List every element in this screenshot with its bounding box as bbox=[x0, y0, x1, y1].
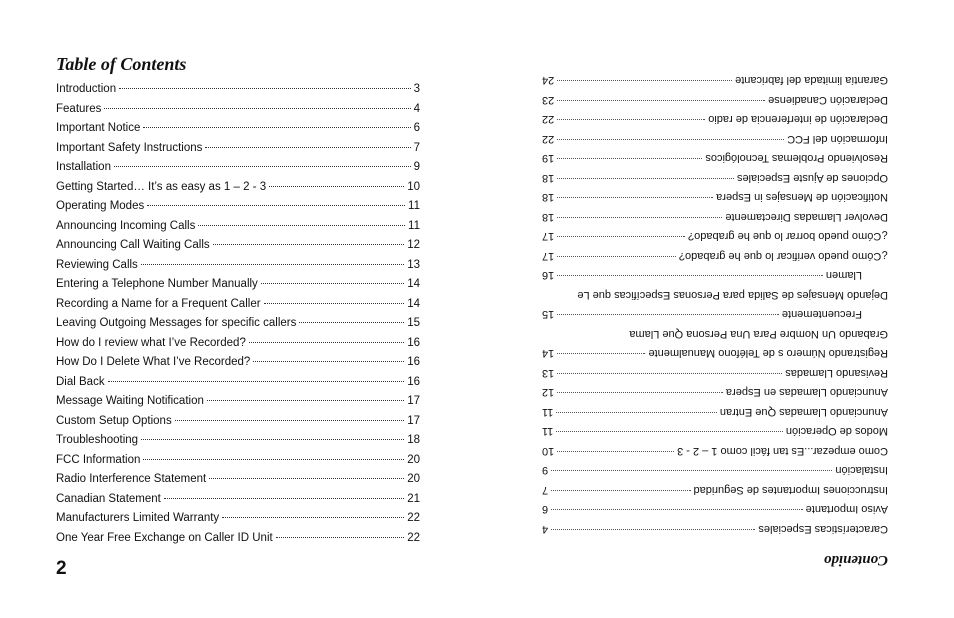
dot-leader bbox=[299, 322, 404, 323]
dot-leader bbox=[557, 256, 676, 257]
toc-entry bbox=[542, 421, 888, 441]
toc-entry-label: Announcing Incoming Calls bbox=[56, 219, 196, 232]
dot-leader bbox=[557, 393, 723, 394]
toc-entry-page: 20 bbox=[407, 473, 420, 485]
toc-entry-page: 10 bbox=[542, 445, 555, 457]
toc-entry bbox=[542, 90, 888, 110]
dot-leader bbox=[114, 166, 411, 167]
toc-entry-label: Notificación de Mensajes in Espera bbox=[716, 191, 888, 204]
toc-entry bbox=[542, 363, 888, 383]
toc-entry-page: 20 bbox=[407, 453, 420, 466]
dot-leader bbox=[143, 127, 410, 128]
dot-leader bbox=[269, 186, 404, 187]
dot-leader bbox=[551, 529, 755, 530]
toc-entry-label: Recording a Name for a Frequent Caller bbox=[56, 297, 261, 310]
toc-entry bbox=[542, 499, 888, 519]
toc-entry-page: 16 bbox=[407, 356, 420, 368]
toc-entry-label: Características Especiales bbox=[758, 523, 888, 535]
upside-down-content bbox=[477, 0, 954, 618]
toc-entry-page: 19 bbox=[542, 152, 555, 165]
dot-leader bbox=[264, 303, 405, 304]
toc-entry-label: Instalación bbox=[835, 464, 888, 477]
toc-entry-label: Announcing Call Waiting Calls bbox=[56, 239, 210, 251]
toc-entry-page: 10 bbox=[407, 180, 420, 193]
toc-entry bbox=[542, 324, 888, 344]
toc-entry-label: Garantía limitada del fabricante bbox=[735, 74, 888, 87]
toc-entry bbox=[56, 470, 420, 490]
toc-entry-page: 14 bbox=[407, 297, 420, 310]
dot-leader bbox=[551, 490, 690, 491]
toc-entry bbox=[56, 392, 420, 412]
toc-entry-label: Declaración de interferencia de radio bbox=[708, 113, 888, 126]
dot-leader bbox=[556, 432, 782, 433]
toc-entry-page: 22 bbox=[407, 512, 420, 524]
dot-leader bbox=[141, 439, 404, 440]
toc-entry-label: Features bbox=[56, 102, 102, 115]
toc-entry-label: Devolver Llamadas Directamente bbox=[725, 211, 888, 223]
toc-entry-label: Dial Back bbox=[56, 375, 105, 388]
toc-entry bbox=[56, 295, 420, 315]
toc-entry bbox=[542, 207, 888, 227]
dot-leader bbox=[164, 498, 404, 499]
toc-entry bbox=[542, 226, 888, 246]
toc-entry bbox=[56, 275, 420, 295]
toc-entry-page: 14 bbox=[542, 347, 555, 360]
dot-leader bbox=[108, 381, 405, 382]
toc-entry-page: 22 bbox=[542, 113, 555, 126]
dot-leader bbox=[198, 225, 405, 226]
toc-entry-label: Installation bbox=[56, 161, 111, 173]
toc-entry-page: 6 bbox=[413, 122, 420, 134]
toc-entry-page: 13 bbox=[542, 367, 555, 379]
toc-entry-label: Canadian Statement bbox=[56, 492, 161, 505]
dot-leader bbox=[104, 108, 410, 109]
toc-entry-label: Opciones de Ajuste Especiales bbox=[736, 172, 888, 184]
toc-entry bbox=[56, 431, 420, 451]
toc-entry-page: 15 bbox=[542, 308, 555, 321]
toc-entry-page: 14 bbox=[407, 278, 420, 290]
dot-leader bbox=[119, 88, 410, 89]
dot-leader bbox=[175, 420, 405, 421]
toc-entry-page: 17 bbox=[542, 250, 555, 262]
toc-entry bbox=[542, 109, 888, 129]
toc-entry-label: Modos de Operación bbox=[785, 425, 888, 438]
toc-entry-label: Troubleshooting bbox=[56, 434, 139, 446]
dot-leader bbox=[557, 198, 713, 199]
toc-entry-page: 11 bbox=[408, 200, 420, 212]
toc-entry-page: 12 bbox=[542, 386, 555, 399]
toc-entry-label: Grabando Un Nombre Para Una Persona Que Llama bbox=[629, 328, 888, 340]
toc-entry-label: ¿Cómo puedo verificar lo que he grabado? bbox=[678, 250, 888, 262]
toc-entry bbox=[56, 178, 420, 198]
toc-entry-page: 17 bbox=[407, 395, 420, 407]
toc-entry-page: 17 bbox=[407, 414, 420, 427]
toc-entry-label: Resolviendo Problemas Tecnológicos bbox=[705, 152, 888, 165]
toc-entry bbox=[542, 343, 888, 363]
toc-entry-page: 22 bbox=[407, 531, 420, 544]
toc-entry bbox=[56, 119, 420, 139]
toc-entry-label: How Do I Delete What I’ve Recorded? bbox=[56, 356, 251, 368]
spanish-toc-page bbox=[477, 0, 954, 618]
toc-entry bbox=[56, 314, 420, 334]
toc-entry bbox=[542, 480, 888, 500]
dot-leader bbox=[557, 276, 823, 277]
dot-leader bbox=[557, 237, 685, 238]
toc-entry-page: 22 bbox=[542, 133, 555, 145]
toc-entry-page: 9 bbox=[542, 464, 549, 477]
toc-entry-page: 16 bbox=[407, 336, 420, 349]
toc-entry-label: Frecuentemente bbox=[781, 308, 862, 321]
dot-leader bbox=[222, 517, 404, 518]
toc-entry bbox=[542, 187, 888, 207]
toc-entry-label: Introduction bbox=[56, 83, 117, 95]
dot-leader bbox=[249, 342, 404, 343]
toc-entry bbox=[542, 168, 888, 188]
toc-entry bbox=[56, 217, 420, 237]
toc-entry-label: Llamen bbox=[825, 269, 862, 282]
dot-leader bbox=[557, 81, 732, 82]
toc-entry-page: 23 bbox=[542, 94, 555, 106]
toc-entry-label: Revisando Llamadas bbox=[785, 367, 888, 379]
dot-leader bbox=[205, 147, 410, 148]
dot-leader bbox=[557, 315, 779, 316]
toc-entry-page: 16 bbox=[542, 269, 555, 282]
dot-leader bbox=[556, 412, 716, 413]
dot-leader bbox=[557, 139, 784, 140]
toc-entry-label: Instrucciones Importantes de Seguridad bbox=[693, 484, 888, 496]
toc-entry-label: Important Safety Instructions bbox=[56, 141, 203, 154]
dot-leader bbox=[147, 205, 405, 206]
toc-entry bbox=[542, 70, 888, 90]
toc-entry-page: 17 bbox=[542, 230, 555, 243]
toc-entry bbox=[542, 402, 888, 422]
toc-entry-page: 7 bbox=[542, 484, 549, 496]
toc-entry-label: Anunciando Llamadas Que Entran bbox=[719, 406, 888, 418]
toc-list-english bbox=[56, 80, 420, 548]
toc-entry bbox=[56, 334, 420, 354]
toc-entry-label: How do I review what I’ve Recorded? bbox=[56, 336, 246, 349]
toc-entry-page: 7 bbox=[413, 141, 420, 154]
dot-leader bbox=[557, 217, 722, 218]
toc-entry bbox=[56, 256, 420, 276]
toc-entry-page: 18 bbox=[542, 211, 555, 223]
toc-entry-label: Message Waiting Notification bbox=[56, 395, 204, 407]
toc-entry bbox=[542, 304, 888, 324]
toc-entry-page: 4 bbox=[542, 523, 549, 535]
dot-leader bbox=[557, 373, 782, 374]
toc-entry bbox=[56, 509, 420, 529]
toc-entry-label: Información del FCC bbox=[787, 133, 888, 145]
toc-entry-page: 11 bbox=[408, 219, 420, 232]
toc-entry-page: 6 bbox=[542, 503, 549, 516]
toc-entry bbox=[542, 519, 888, 539]
toc-entry-label: Reviewing Calls bbox=[56, 258, 138, 271]
toc-entry bbox=[542, 246, 888, 266]
toc-entry-page: 12 bbox=[407, 239, 420, 251]
toc-entry-label: Manufacturers Limited Warranty bbox=[56, 512, 220, 524]
toc-entry bbox=[542, 382, 888, 402]
toc-entry bbox=[56, 236, 420, 256]
toc-entry bbox=[542, 148, 888, 168]
toc-entry-page: 11 bbox=[542, 425, 554, 438]
toc-entry-page: 18 bbox=[407, 434, 420, 446]
toc-entry-page: 9 bbox=[413, 161, 420, 173]
toc-entry-page: 21 bbox=[407, 492, 420, 505]
toc-entry-page: 15 bbox=[407, 317, 420, 329]
toc-entry-label: Getting Started… It’s as easy as 1 – 2 - 3 bbox=[56, 180, 267, 193]
dot-leader bbox=[276, 537, 405, 538]
dot-leader bbox=[557, 354, 645, 355]
toc-entry-page: 3 bbox=[413, 83, 420, 95]
toc-entry bbox=[542, 460, 888, 480]
toc-entry-label: FCC Information bbox=[56, 453, 141, 466]
toc-entry bbox=[56, 197, 420, 217]
toc-entry-page: 18 bbox=[542, 172, 555, 184]
dot-leader bbox=[557, 451, 674, 452]
toc-entry-label: Leaving Outgoing Messages for specific callers bbox=[56, 317, 297, 329]
toc-entry-label: Dejando Mensajes de Salida para Personas Específicas que Le bbox=[577, 289, 888, 301]
toc-entry bbox=[56, 490, 420, 510]
toc-entry bbox=[56, 373, 420, 393]
toc-entry bbox=[542, 441, 888, 461]
toc-entry-label: ¿Cómo puedo borrar lo que he grabado? bbox=[688, 230, 888, 243]
toc-entry-page: 18 bbox=[542, 191, 555, 204]
toc-entry bbox=[56, 353, 420, 373]
toc-title: Table of Contents bbox=[56, 54, 187, 74]
dot-leader bbox=[557, 120, 705, 121]
toc-entry-page: 13 bbox=[407, 258, 420, 271]
toc-entry-label: Important Notice bbox=[56, 122, 141, 134]
toc-entry bbox=[56, 80, 420, 100]
toc-entry-page: 24 bbox=[542, 74, 555, 87]
dot-leader bbox=[207, 400, 404, 401]
toc-entry bbox=[542, 265, 888, 285]
toc-entry-label: Custom Setup Options bbox=[56, 414, 172, 427]
toc-entry-page: 11 bbox=[542, 406, 554, 418]
toc-list-spanish bbox=[542, 70, 888, 538]
toc-entry-label: Registrando Número s de Teléfono Manualmente bbox=[648, 347, 888, 360]
dot-leader bbox=[557, 159, 702, 160]
toc-entry-page: 4 bbox=[413, 102, 420, 115]
toc-entry-page: 16 bbox=[407, 375, 420, 388]
spanish-toc-title: Contenido bbox=[823, 552, 888, 568]
dot-leader bbox=[253, 361, 404, 362]
toc-entry bbox=[542, 129, 888, 149]
toc-entry bbox=[56, 139, 420, 159]
dot-leader bbox=[213, 244, 405, 245]
dot-leader bbox=[209, 478, 404, 479]
dot-leader bbox=[143, 459, 404, 460]
toc-entry-label: One Year Free Exchange on Caller ID Unit bbox=[56, 531, 273, 544]
toc-entry bbox=[542, 285, 888, 305]
toc-entry bbox=[56, 100, 420, 120]
dot-leader bbox=[551, 471, 832, 472]
toc-entry bbox=[56, 158, 420, 178]
dot-leader bbox=[141, 264, 404, 265]
toc-entry-label: Como empezar...Es tan fácil como 1 – 2 - 3 bbox=[677, 445, 888, 457]
toc-entry-label: Operating Modes bbox=[56, 200, 145, 212]
toc-entry-label: Radio Interference Statement bbox=[56, 473, 207, 485]
toc-entry bbox=[56, 412, 420, 432]
toc-entry-label: Aviso Importante bbox=[805, 503, 888, 516]
toc-entry-label: Anunciando Llamadas en Espera bbox=[725, 386, 888, 399]
toc-entry bbox=[56, 529, 420, 549]
dot-leader bbox=[261, 283, 404, 284]
toc-entry-label: Declaración Canadiense bbox=[768, 94, 888, 106]
toc-entry bbox=[56, 451, 420, 471]
dot-leader bbox=[557, 178, 734, 179]
dot-leader bbox=[551, 510, 803, 511]
dot-leader bbox=[557, 100, 765, 101]
toc-entry-label: Entering a Telephone Number Manually bbox=[56, 278, 258, 290]
page-number: 2 bbox=[56, 558, 67, 579]
